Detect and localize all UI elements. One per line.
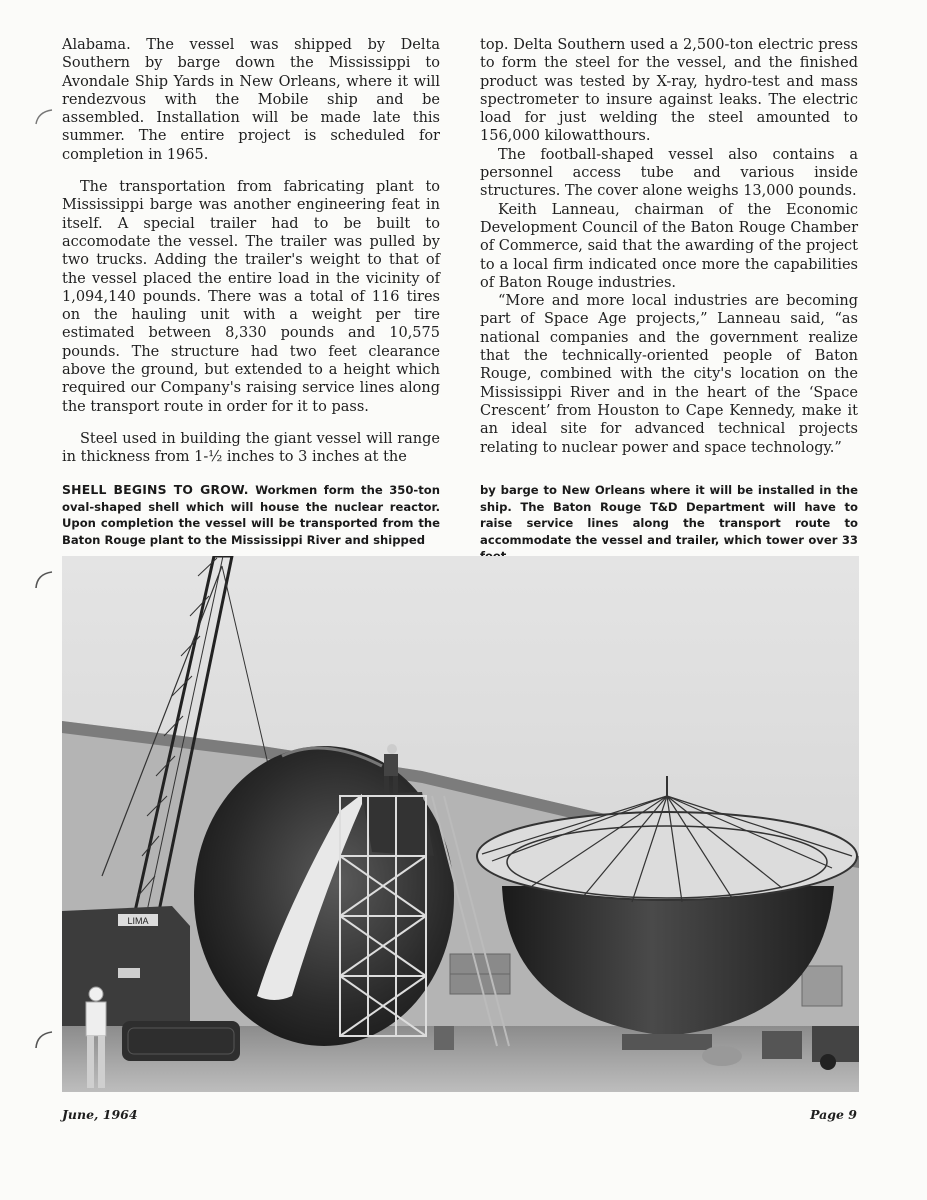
footer-date: June, 1964 <box>62 1107 138 1122</box>
left-text-column <box>62 36 440 467</box>
left-paragraph-2: The transportation from fabricating plant to Mississippi barge was another engineering feat in itself. A special trailer had to be built to accomodate the vessel. The trailer was pulled by two trucks. Adding the trailer's weight to that of the vessel placed the entire load in the vicinity of 1,094,140 pounds. There was a total of 116 tires on the hauling unit with a weight per tire estimated between 8,330 pounds and 10,575 pounds. The structure had two feet clearance above the ground, but extended to a height which required our Company's raising service lines along the transport route in order for it to pass. <box>62 179 440 415</box>
right-text-column <box>480 36 858 457</box>
photo-caption-left <box>62 482 440 548</box>
right-paragraph-4: “More and more local industries are becoming part of Space Age projects,” Lanneau said, “as national companies and the government realize that the technically-oriented people of Baton Rouge, combined with the city's location on the Mississippi River and in the heart of the ‘Space Crescent’ from Houston to Cape Kennedy, make it an ideal site for advanced technical projects relating to nuclear power and space technology.” <box>480 293 858 456</box>
caption-left-text: Workmen form the 350-ton oval-shaped shell which will house the nuclear reactor. Upon completion the vessel will be transported from the Baton Rouge plant to the Mississippi River and shipped <box>62 483 441 547</box>
right-paragraph-1: top. Delta Southern used a 2,500-ton electric press to form the steel for the vessel, and the finished product was tested by X-ray, hydro-test and mass spectrometer to insure against leaks. The electric load for just welding the steel amounted to 156,000 kilowatthours. <box>480 37 858 145</box>
binder-hole-mark-2 <box>30 566 60 596</box>
caption-lead: SHELL BEGINS TO GROW. <box>62 482 249 497</box>
photo-caption-right: by barge to New Orleans where it will be installed in the ship. The Baton Rouge T&D Department will have to raise service lines along the transport route to accommodate the vessel and trailer, which tower over 33 <box>480 483 858 547</box>
binder-hole-mark-3 <box>30 1026 60 1056</box>
right-paragraph-2: The football-shaped vessel also contains a personnel access tube and various inside structures. The cover alone weighs 13,000 pounds. <box>480 146 858 200</box>
right-paragraph-3: Keith Lanneau, chairman of the Economic Development Council of the Baton Rouge Chamber of Commerce, said that the awarding of the project to a local firm indicated once more the capabilities of Baton Rouge industries. <box>480 201 858 291</box>
shell-construction-photo <box>62 556 859 1092</box>
left-paragraph-1: Alabama. The vessel was shipped by Delta Southern by barge down the Mississippi to Avondale Ship Yards in New Orleans, where it will rendezvous with the Mobile ship and be assembled. Installation will be made late this summer. The entire project is scheduled for completion in 1965. <box>62 37 440 163</box>
crane-label: LIMA <box>127 916 149 926</box>
footer-page-number: Page 9 <box>810 1107 857 1122</box>
left-paragraph-3: Steel used in building the giant vessel will range in thickness from 1-½ inches to 3 inches at the <box>62 430 440 466</box>
binder-hole-mark-1 <box>30 104 60 134</box>
shell-vessel <box>194 746 454 1046</box>
